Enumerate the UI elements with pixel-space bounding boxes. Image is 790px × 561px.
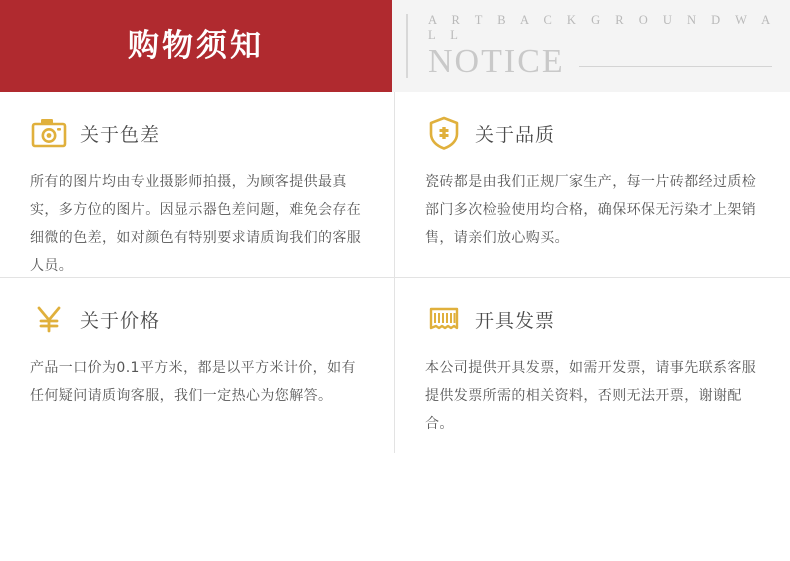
header-english-notice: NOTICE [428,43,565,80]
header-divider-line [579,66,772,67]
invoice-icon [425,300,463,338]
header-title-block [0,0,392,92]
notice-cell-body: 本公司提供开具发票，如需开发票，请事先联系客服提供发票所需的相关资料，否则无法开票，谢谢配合。 [425,360,757,432]
notice-cell-body: 产品一口价为0.1平方米，都是以平方米计价，如有任何疑问请质询客服，我们一定热心为您解答。 [30,360,356,404]
header-notice-row [428,45,790,79]
notice-cell-quality [395,92,790,278]
notice-cell-title: 关于品质 [475,123,556,146]
notice-cell-title: 关于色差 [80,123,161,146]
notice-cell-header [425,114,760,152]
page-header [0,0,790,92]
notice-cell-body: 瓷砖都是由我们正规厂家生产，每一片砖都经过质检部门多次检验使用均合格，确保环保无污染才上架销售，请亲们放心购买。 [425,174,757,246]
notice-cell-header [30,114,364,152]
header-english-subtitle: A R T B A C K G R O U N D W A L L [428,13,776,42]
notice-cell-header [425,300,760,338]
notice-cell-color [0,92,395,278]
notice-cell-invoice [395,278,790,453]
notice-cell-title: 关于价格 [80,309,161,332]
notice-cell-price [0,278,395,453]
header-subtitle-block [392,0,790,92]
camera-icon [30,114,68,152]
notice-cell-title: 开具发票 [475,309,556,332]
notice-cell-header [30,300,364,338]
shield-icon [425,114,463,152]
notice-grid [0,92,790,453]
yen-icon [30,300,68,338]
notice-cell-body: 所有的图片均由专业摄影师拍摄，为顾客提供最真实，多方位的图片。因显示器色差问题，难免会存在细微的色差，如对颜色有特别要求请质询我们的客服人员。 [30,174,362,274]
page-title: 购物须知 [128,27,264,64]
